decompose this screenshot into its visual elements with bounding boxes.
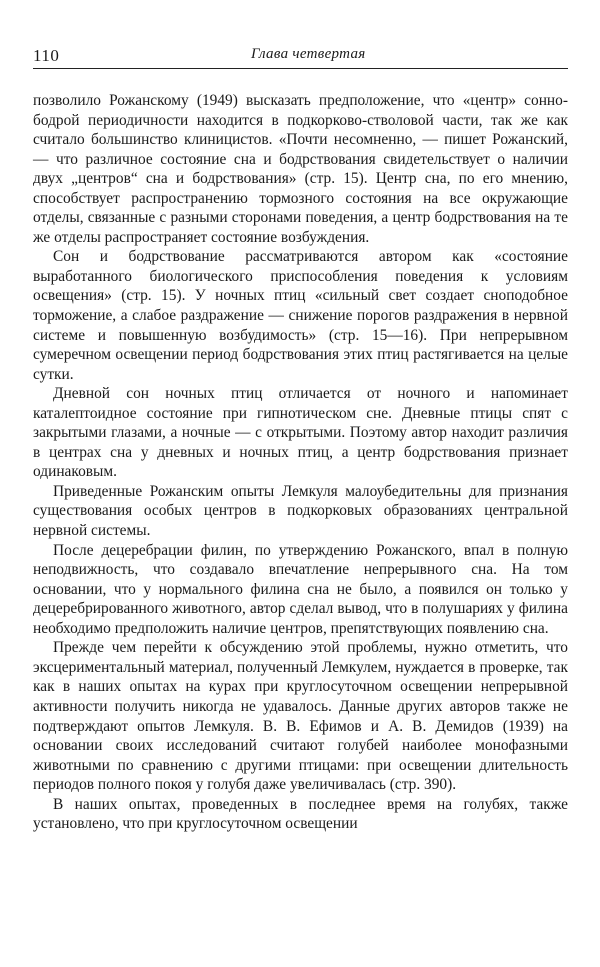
running-head: Глава четвертая	[251, 46, 366, 62]
body-text	[33, 91, 568, 834]
header-rule	[33, 68, 568, 69]
paragraph-1: позволило Рожанскому (1949) высказать предположение, что «центр» сонно-бодрой периодичности находится в подкорково-стволовой части, так же как считало большинство клиницистов. «Почти несомненно, — пишет Рожанский, — что различное состояние сна и бодрствования свидетельствует о наличии двух „центров“ сна и бодрствования» (стр. 15). Центр сна, по его мнению, способствует распространению тормозного состояния на все окружающие отделы, связанные с разными сторонами поведения, а центр бодрствования на те же отделы распространяет состояние возбуждения.	[33, 92, 568, 246]
paragraph-6: Прежде чем перейти к обсуждению этой проблемы, нужно отметить, что эксцериментальный материал, полученный Лемкулем, нуждается в проверке, так как в наших опытах на курах при круглосуточном освещении непрерывной активности получить никогда не удавалось. Данные других авторов также не подтверждают опытов Лемкуля. В. В. Ефимов и А. В. Демидов (1939) на основании своих исследований считают голубей наиболее монофазными животными по сравнению с другими птицами: при освещении длительность периодов полного покоя у голубя даже увеличивалась (стр. 390).	[33, 639, 568, 794]
page-header	[33, 42, 568, 68]
page-number: 110	[33, 46, 60, 65]
paragraph-5: После децеребрации филин, по утверждению Рожанского, впал в полную неподвижность, что создавало впечатление непрерывного сна. На том основании, что у нормального филина сна не было, а появился он только у децеребрированного животного, автор сделал вывод, что в полушариях у филина необходимо предположить наличие центров, препятствующих появлению сна.	[33, 541, 568, 637]
paragraph-4: Приведенные Рожанским опыты Лемкуля малоубедительны для признания существования особых центров в подкорковых образованиях центральной нервной системы.	[33, 482, 568, 540]
paragraph-7: В наших опытах, проведенных в последнее время на голубях, также установлено, что при круглосуточном освещении	[33, 795, 568, 833]
paragraph-2: Сон и бодрствование рассматриваются автором как «состояние выработанного биологического приспособления поведения к условиям освещения» (стр. 15). У ночных птиц «сильный свет создает сноподобное торможение, а слабое раздражение — снижение порогов раздражения в нервной системе и повышенную возбудимость» (стр. 15—16). При непрерывном сумеречном освещении период бодрствования этих птиц растягивается на целые сутки.	[33, 248, 568, 383]
paragraph-3: Дневной сон ночных птиц отличается от ночного и напоминает каталептоидное состояние при гипнотическом сне. Дневные птицы спят с закрытыми глазами, а ночные — с открытыми. Поэтому автор находит различия в центрах сна у дневных и ночных птиц, а центр бодрствования признает одинаковым.	[33, 385, 568, 481]
